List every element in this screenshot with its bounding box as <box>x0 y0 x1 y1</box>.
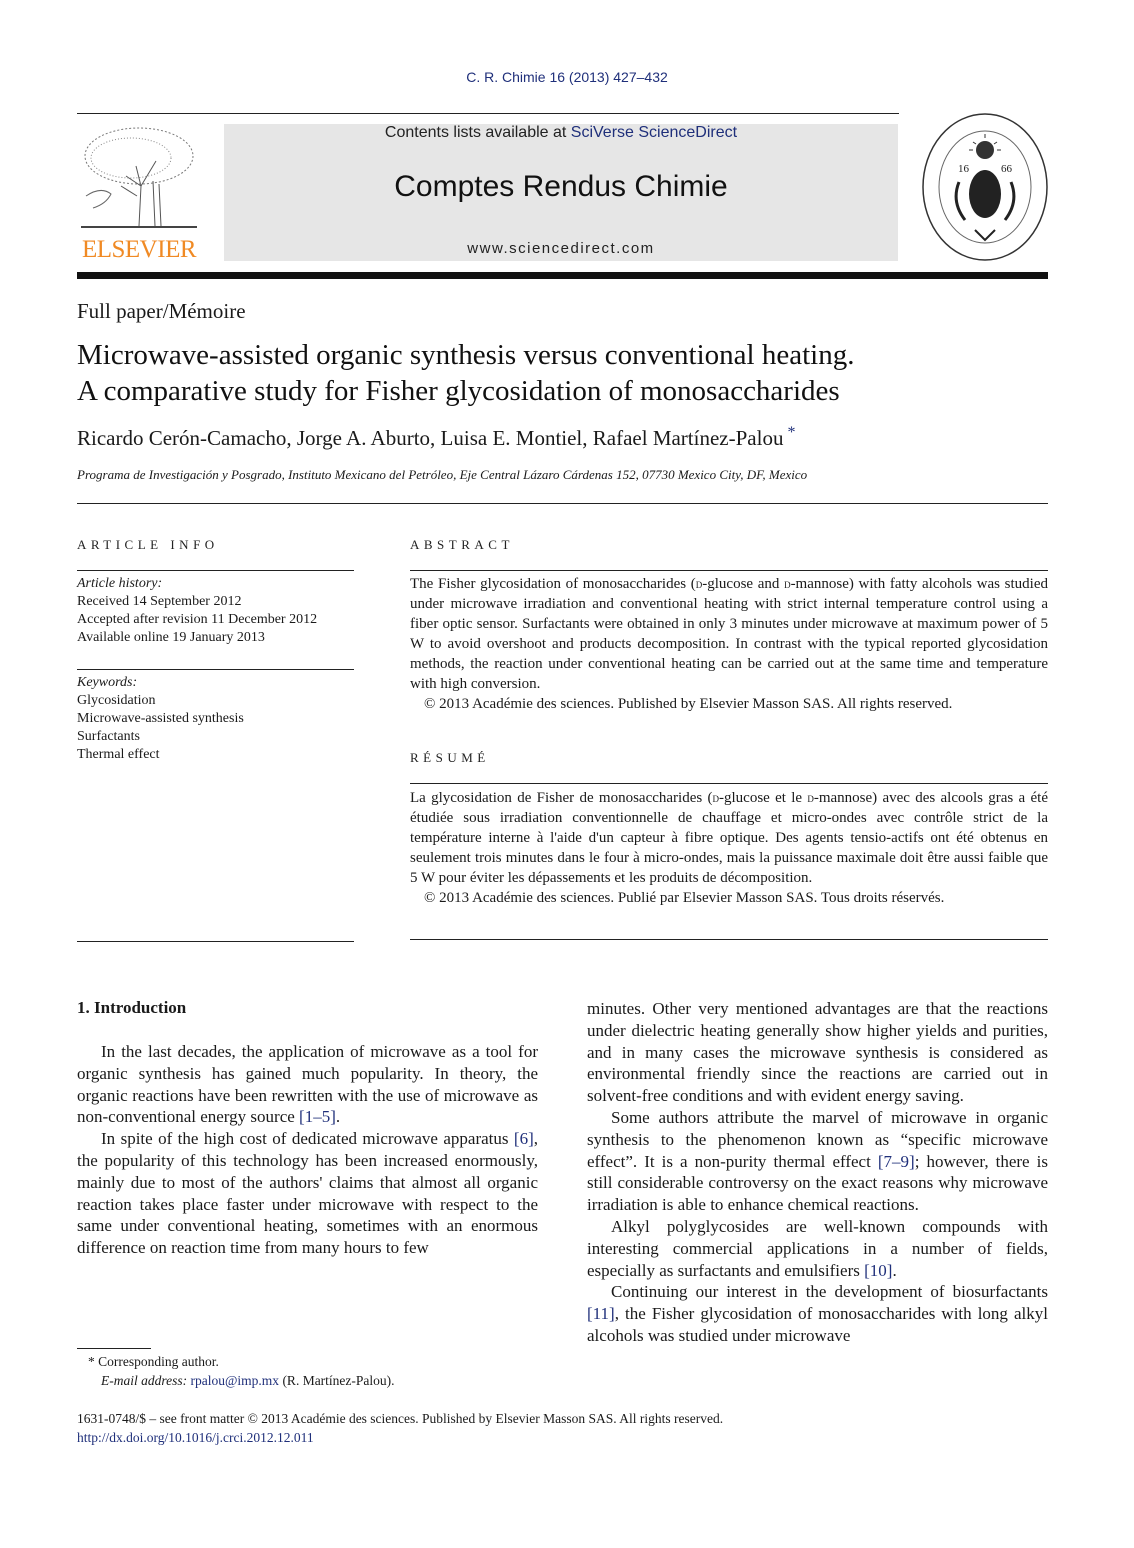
article-title <box>77 337 1067 409</box>
citation-link[interactable]: [11] <box>587 1304 615 1324</box>
seal-icon <box>921 112 1049 262</box>
divider <box>77 570 354 571</box>
title-line-2: A comparative study for Fisher glycosidation of monosaccharides <box>77 375 840 407</box>
abstract-part: The Fisher glycosidation of monosaccharides ( <box>410 576 696 592</box>
paragraph-continued: minutes. Other very mentioned advantages are that the reactions under dielectric heating generally show higher yields and purities, and in many cases the microwave synthesis is considered as environmental friendly since the reactions are carried out in solvent-free conditions and with evident energy saving. <box>587 999 1048 1106</box>
svg-text:16: 16 <box>958 163 969 175</box>
body-right-column <box>587 998 1048 1347</box>
article-history <box>77 575 354 647</box>
section-heading-introduction: 1. Introduction <box>77 998 187 1017</box>
text: . <box>892 1260 897 1280</box>
authors-text: Ricardo Cerón-Camacho, Jorge A. Aburto, Luisa E. Montiel, Rafael Martínez-Palou <box>77 426 784 450</box>
issn-line: 1631-0748/$ – see front matter © 2013 Académie des sciences. Published by Elsevier Masson SAS. All rights reserved. <box>77 1411 724 1426</box>
paragraph <box>587 1281 1048 1346</box>
title-line-1: Microwave-assisted organic synthesis versus conventional heating. <box>77 339 855 371</box>
text: In the last decades, the application of microwave as a tool for organic synthesis has gained much popularity. In theory, the organic reactions have been rewritten with the use of microwave as non-conventional energy source <box>77 1042 538 1127</box>
small-caps-d: d <box>695 576 703 591</box>
doi-link[interactable]: http://dx.doi.org/10.1016/j.crci.2012.12.011 <box>77 1430 314 1445</box>
abstract-text <box>410 574 1048 714</box>
paragraph <box>587 1216 1048 1281</box>
resume-part: La glycosidation de Fisher de monosaccharides ( <box>410 790 713 806</box>
email-owner: (R. Martínez-Palou). <box>279 1373 395 1388</box>
resume-part: -glucose et le <box>719 790 808 806</box>
body-left-column <box>77 1041 538 1259</box>
abstract-part: -mannose) with fatty alcohols was studied under microwave irradiation and conventional heating with strict internal temperature control using a fiber optic sensor. Surfactants were obtained in only 3 minutes under microwave at maximum power of 5 W to avoid overshoot and products decomposition. In contrast with the typical reported glycosidation methods, the reaction under conventional heating can be carried out at the same time and temperature with high conversion. <box>410 576 1048 692</box>
header-rule <box>77 113 899 114</box>
history-received: Received 14 September 2012 <box>77 594 242 609</box>
paragraph <box>587 1107 1048 1216</box>
keywords <box>77 674 354 764</box>
citation-link[interactable]: [1–5] <box>299 1107 336 1127</box>
keyword: Surfactants <box>77 729 140 744</box>
academie-seal-logo <box>921 112 1049 262</box>
journal-title: Comptes Rendus Chimie <box>394 170 728 203</box>
citation-link[interactable]: [6] <box>513 1129 534 1149</box>
resume-heading: RÉSUMÉ <box>410 750 490 765</box>
text: , the Fisher glycosidation of monosaccharides with long alkyl alcohols was studied under microwave <box>587 1304 1048 1345</box>
journal-url[interactable]: www.sciencedirect.com <box>467 240 655 257</box>
resume-part: -mannose) avec des alcools gras a été étudiée sous irradiation conventionnelle de chauffage et micro-ondes avec contrôle strict de la température interne à l'aide d'un capteur à fibre optique. Des agents tensio-actifs ont été obtenus en seulement trois minutes dans le four à micro-ondes, mais la puissance maximale doit être aussi faible que 5 W pour éviter les dépassements et les produits de décomposition. <box>410 790 1048 886</box>
footnote-mark: * <box>88 1354 95 1369</box>
small-caps-d: d <box>807 790 814 805</box>
small-caps-d: d <box>784 576 791 591</box>
contents-line <box>224 124 898 142</box>
history-accepted: Accepted after revision 11 December 2012 <box>77 612 318 627</box>
keyword: Glycosidation <box>77 693 156 708</box>
keyword: Microwave-assisted synthesis <box>77 711 244 726</box>
divider <box>410 939 1048 940</box>
resume-copyright: © 2013 Académie des sciences. Publié par Elsevier Masson SAS. Tous droits réservés. <box>424 890 945 906</box>
section-label: Full paper/Mémoire <box>77 299 246 323</box>
paragraph <box>77 1128 538 1259</box>
paragraph <box>77 1041 538 1128</box>
abstract-heading: ABSTRACT <box>410 537 514 552</box>
corresponding-label: Corresponding author. <box>98 1354 219 1369</box>
elsevier-wordmark: ELSEVIER <box>81 236 197 263</box>
sciencedirect-link[interactable]: SciVerse ScienceDirect <box>570 124 738 141</box>
front-matter <box>77 1409 723 1447</box>
text: Continuing our interest in the development of biosurfactants <box>611 1282 1048 1302</box>
divider <box>77 941 354 942</box>
text: , the popularity of this technology has been increased enormously, mainly due to most of the authors' claims that almost all organic reaction takes place faster under microwave with respect to the same under conventional heating, sometimes with an enormous difference on reaction time from many hours to few <box>77 1129 538 1258</box>
resume-text <box>410 788 1048 908</box>
text: Some authors attribute the marvel of microwave in organic synthesis to the phenomenon known as “specific microwave effect”. It is a non-purity thermal effect <box>587 1107 1048 1171</box>
article-info-heading: ARTICLE INFO <box>77 537 219 552</box>
small-caps-d: d <box>712 790 719 805</box>
journal-citation[interactable]: C. R. Chimie 16 (2013) 427–432 <box>466 69 668 85</box>
divider <box>77 503 1048 504</box>
footnote <box>88 1352 395 1390</box>
contents-prefix: Contents lists available at <box>384 124 571 141</box>
affiliation: Programa de Investigación y Posgrado, Instituto Mexicano del Petróleo, Eje Central Lázaro Cárdenas 152, 07730 Mexico City, DF, Mexico <box>77 467 808 482</box>
divider <box>410 783 1048 784</box>
citation-link[interactable]: [7–9] <box>877 1151 915 1171</box>
elsevier-logo[interactable] <box>77 124 201 264</box>
svg-text:66: 66 <box>1001 163 1012 175</box>
history-label: Article history: <box>77 576 163 591</box>
text: . <box>335 1107 341 1127</box>
text: ; however, there is still considerable controversy on the exact reasons why microwave irradiation is able to enhance chemical reactions. <box>587 1151 1048 1215</box>
corresponding-author-link[interactable]: * <box>787 424 796 441</box>
history-online: Available online 19 January 2013 <box>77 630 265 645</box>
author-list <box>77 426 795 451</box>
divider <box>77 669 354 670</box>
keywords-label: Keywords: <box>77 675 138 690</box>
header-thick-rule <box>77 272 1048 279</box>
citation-link[interactable]: [10] <box>864 1260 893 1280</box>
footnote-rule <box>77 1348 151 1349</box>
abstract-copyright: © 2013 Académie des sciences. Published by Elsevier Masson SAS. All rights reserved. <box>424 696 953 712</box>
email-label: E-mail address: <box>101 1373 188 1388</box>
journal-banner <box>224 124 898 261</box>
text: Alkyl polyglycosides are well-known compounds with interesting commercial applications in a number of fields, especially as surfactants and emulsifiers <box>587 1216 1048 1280</box>
abstract-part: -glucose and <box>702 576 785 592</box>
email-link[interactable]: rpalou@imp.mx <box>190 1373 280 1388</box>
text: In spite of the high cost of dedicated microwave apparatus <box>101 1129 514 1149</box>
divider <box>410 570 1048 571</box>
tree-icon <box>81 126 197 230</box>
keyword: Thermal effect <box>77 747 160 762</box>
